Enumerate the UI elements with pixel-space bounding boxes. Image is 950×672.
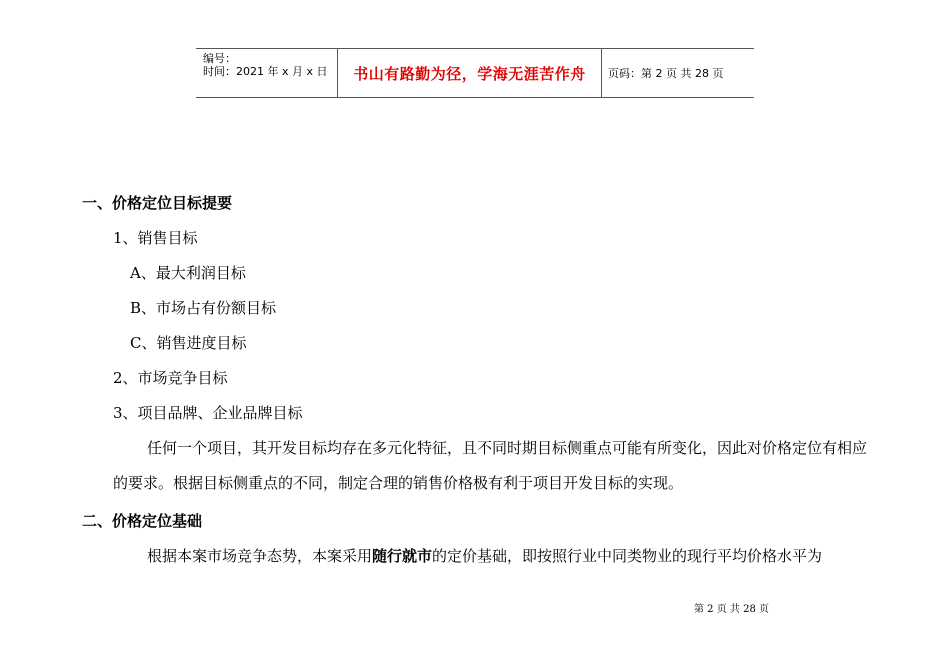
list-subitem-c: C、销售进度目标 [130, 334, 247, 352]
body-paragraph-2 [113, 546, 873, 566]
header-motto: 书山有路勤为径，学海无涯苦作舟 [353, 64, 586, 83]
header-page-code: 页码：第 2 页 共 28 页 [608, 66, 724, 80]
section-heading-2: 二、价格定位基础 [82, 512, 203, 530]
body-paragraph-1: 任何一个项目，其开发目标均存在多元化特征，且不同时期目标侧重点可能有所变化，因此对价格定位有相应的要求。根据目标侧重点的不同，制定合理的销售价格极有利于项目开发目标的实现。 [113, 439, 868, 492]
paragraph-bold-term: 随行就市 [372, 547, 433, 565]
paragraph-text-start: 根据本案市场竞争态势，本案采用 [147, 547, 373, 565]
list-item-sales-target: 1、销售目标 [113, 229, 198, 247]
list-item-brand-target: 3、项目品牌、企业品牌目标 [113, 404, 303, 422]
header-table [196, 48, 754, 98]
list-item-competition-target: 2、市场竞争目标 [113, 369, 228, 387]
header-motto-cell [338, 49, 602, 97]
list-subitem-a: A、最大利润目标 [130, 264, 246, 282]
list-subitem-b: B、市场占有份额目标 [130, 299, 277, 317]
document-number-label: 编号： [203, 52, 236, 65]
header-meta-cell [196, 49, 338, 97]
paragraph-text-end: 的定价基础，即按照行业中同类物业的现行平均价格水平为 [432, 547, 823, 565]
page-footer-number: 第 2 页 共 28 页 [694, 604, 769, 615]
document-time-label: 时间：2021 年 x 月 x 日 [203, 65, 328, 78]
section-heading-1: 一、价格定位目标提要 [82, 194, 233, 212]
header-page-cell [602, 49, 754, 97]
